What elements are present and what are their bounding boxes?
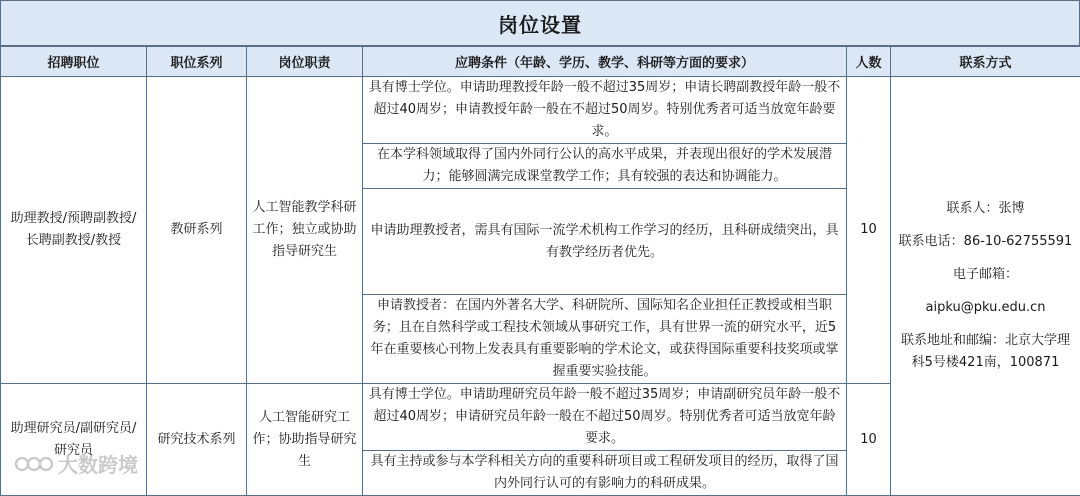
requirement-cell: 申请助理教授者，需具有国际一流学术机构工作学习的经历，且科研成绩突出，具有教学经历者优先。 [363, 189, 847, 295]
table-row [1, 77, 1080, 144]
requirement-cell: 申请教授者：在国内外著名大学、科研院所、国际知名企业担任正教授或相当职务；且在自然科学或工程技术领域从事研究工作，具有世界一流的研究水平，近5年在重要核心刊物上发表具有重要影响的学术论文，或获得国际重要科技奖项或掌握重要实验技能。 [363, 295, 847, 384]
series-cell: 研究技术系列 [147, 384, 247, 496]
duty-cell: 人工智能教学科研工作；独立或协助指导研究生 [247, 77, 363, 384]
requirement-cell: 具有博士学位。申请助理研究员年龄一般不超过35周岁；申请副研究员年龄一般不超过40周岁；申请研究员年龄一般在不超过50周岁。特别优秀者可适当放宽年龄要求。 [363, 384, 847, 451]
contact-address: 联系地址和邮编：北京大学理科5号楼421南，100871 [895, 330, 1076, 374]
header-requirements: 应聘条件（年龄、学历、教学、科研等方面的要求） [363, 47, 847, 77]
header-series: 职位系列 [147, 47, 247, 77]
contact-person: 联系人：张博 [895, 198, 1076, 220]
series-cell: 教研系列 [147, 77, 247, 384]
contact-email-label: 电子邮箱： [895, 264, 1076, 286]
watermark-text: 大数跨境 [58, 449, 138, 478]
requirement-cell: 在本学科领域取得了国内外同行公认的高水平成果，并表现出很好的学术发展潜力；能够圆满完成课堂教学工作；具有较强的表达和协调能力。 [363, 144, 847, 189]
contact-cell [891, 77, 1080, 496]
table-title: 岗位设置 [0, 0, 1080, 46]
positions-table [0, 46, 1080, 496]
header-duty: 岗位职责 [247, 47, 363, 77]
header-contact: 联系方式 [891, 47, 1080, 77]
header-position: 招聘职位 [1, 47, 147, 77]
count-cell: 10 [847, 384, 891, 496]
header-row [1, 47, 1080, 77]
requirement-cell: 具有主持或参与本学科相关方向的重要科研项目或工程研发项目的经历，取得了国内外同行认可的有影响力的科研成果。 [363, 451, 847, 496]
contact-phone: 联系电话：86-10-62755591 [895, 231, 1076, 253]
position-cell: 助理研究员/副研究员/研究员 [1, 384, 147, 496]
position-cell: 助理教授/预聘副教授/长聘副教授/教授 [1, 77, 147, 384]
requirement-cell: 具有博士学位。申请助理教授年龄一般不超过35周岁；申请长聘副教授年龄一般不超过40周岁；申请教授年龄一般在不超过50周岁。特别优秀者可适当放宽年龄要求。 [363, 77, 847, 144]
contact-email[interactable]: aipku@pku.edu.cn [895, 297, 1076, 319]
header-count: 人数 [847, 47, 891, 77]
count-cell: 10 [847, 77, 891, 384]
duty-cell: 人工智能研究工作；协助指导研究生 [247, 384, 363, 496]
